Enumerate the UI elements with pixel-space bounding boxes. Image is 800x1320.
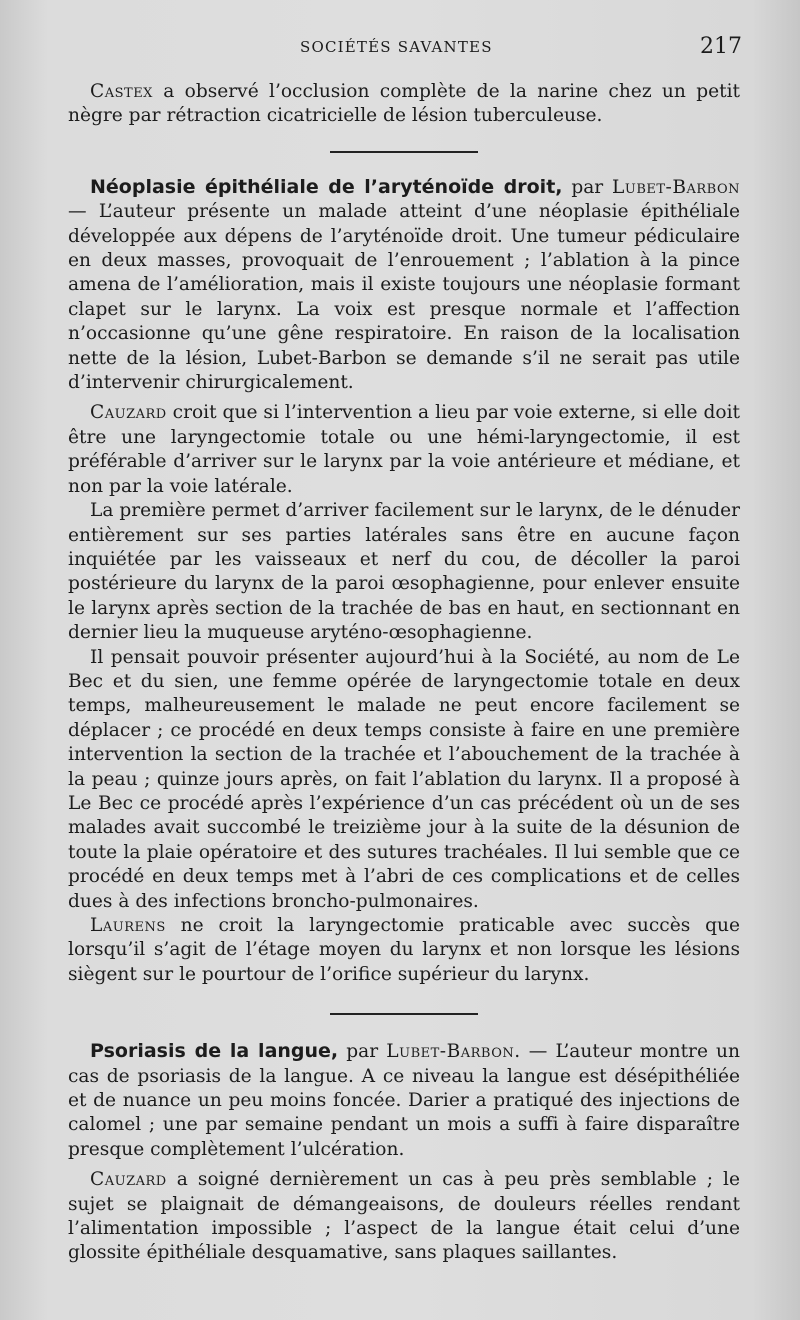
by-label: par xyxy=(562,176,613,198)
section-divider xyxy=(330,151,478,153)
paragraph-text: — L’auteur montre un cas de psoriasis de la langue. A ce niveau la langue est désépithéliée et de nuance un peu moins foncée. Darier a pratiqué des injections de calomel ; une par semaine pendant un mois a suffi à faire disparaître presque complètement l’ulcération. xyxy=(68,1041,741,1160)
section-neoplasie-intro xyxy=(68,175,740,396)
author-name-cauzard: Cauzard xyxy=(90,1169,167,1191)
running-title: SOCIÉTÉS SAVANTES xyxy=(300,38,493,56)
author-name-lubet-barbon: Lubet-Barbon xyxy=(612,176,740,198)
author-name-cauzard: Cauzard xyxy=(90,402,167,424)
paragraph-cauzard xyxy=(68,401,740,499)
paragraph-text: a observé l’occlusion complète de la narine chez un petit nègre par rétraction cicatricielle de lésion tuberculeuse. xyxy=(68,81,740,127)
page-content xyxy=(68,80,740,1266)
running-header xyxy=(0,34,800,64)
section-psoriasis-intro xyxy=(68,1039,740,1162)
section-title-neoplasie: Néoplasie épithéliale de l’aryténoïde droit, xyxy=(90,175,563,198)
paragraph-laurens xyxy=(68,914,740,987)
paragraph-pensait: Il pensait pouvoir présenter aujourd’hui à la Société, au nom de Le Bec et du sien, une femme opérée de laryngectomie totale en deux temps, malheureusement le malade ne peut encore facilement se déplacer ; ce procédé en deux temps consiste à faire en une première intervention la section de la trachée et l’abouchement de la trachée à la peau ; quinze jours après, on fait l’ablation du larynx. Il a proposé à Le Bec ce procédé après l’expérience d’un cas précédent où un de ses malades avait succombé le treizième jour à la suite de la désunion de toute la plaie opératoire et des sutures trachéales. Il lui semble que ce procédé en deux temps met à l’abri de ces complications et de celles dues à des infections broncho-pulmonaires. xyxy=(68,646,740,912)
paragraph-text: croit que si l’intervention a lieu par voie externe, si elle doit être une laryngectomie totale ou une hémi-laryngectomie, il est préférable d’arriver sur le larynx par la voie antérieure et médiane, et non par la voie latérale. xyxy=(68,402,740,497)
author-name-castex: Castex xyxy=(90,81,153,102)
paragraph-text: — L’auteur présente un malade atteint d’une néoplasie épithéliale développée aux dépens de l’aryténoïde droit. Une tumeur pédiculaire en deux masses, provoquait de l’enrouement ; l’ablation à la pince amena de l’amélioration, mais il existe toujours une néoplasie formant clapet sur le larynx. La voix est presque normale et l’affection n’occasionne qu’une gêne respiratoire. En raison de la localisation nette de la lésion, Lubet-Barbon se demande s’il ne serait pas utile d’intervenir chirurgicalement. xyxy=(68,201,740,394)
paragraph-text: a soigné dernièrement un cas à peu près semblable ; le sujet se plaignait de démangeaisons, de douleurs réelles rendant l’alimentation impossible ; l’aspect de la langue était celui d’une glossite épithéliale desquamative, sans plaques saillantes. xyxy=(68,1169,740,1264)
author-name-lubet-barbon: Lubet-Barbon. xyxy=(386,1041,521,1063)
paragraph-premiere: La première permet d’arriver facilement sur le larynx, de le dénuder entièrement sur ses parties latérales sans être en aucune façon inquiétée par les vaisseaux et nerf du cou, de décoller la paroi postérieure du larynx de la paroi œsophagienne, pour enlever ensuite le larynx après section de la trachée de bas en haut, en sectionnant en dernier lieu la muqueuse aryténo-œsophagienne. xyxy=(68,500,740,644)
paragraph-castex xyxy=(68,80,740,129)
section-title-psoriasis: Psoriasis de la langue, xyxy=(90,1040,339,1063)
author-name-laurens: Laurens xyxy=(90,915,166,936)
paragraph-cauzard-psoriasis xyxy=(68,1168,740,1266)
section-divider xyxy=(330,1013,478,1015)
paragraph-text: ne croit la laryngectomie praticable avec succès que lorsqu’il s’agit de l’étage moyen du larynx et non lorsque les lésions siègent sur le pourtour de l’orifice supérieur du larynx. xyxy=(68,915,740,985)
page-number: 217 xyxy=(700,34,742,59)
by-label: par xyxy=(338,1041,387,1063)
